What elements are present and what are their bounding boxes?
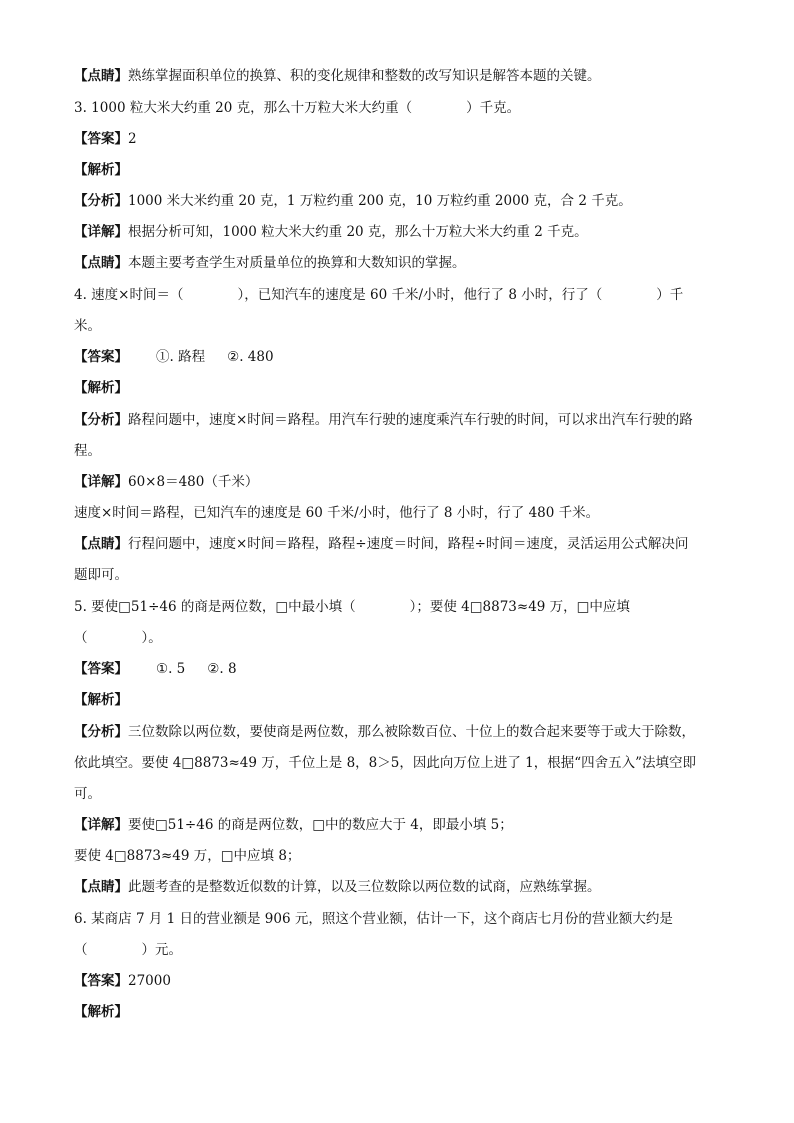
answer-part-2: ②. 8 [207, 661, 237, 677]
tag-xiangjie: 【详解】 [74, 474, 128, 490]
answer-5 [74, 659, 734, 679]
answer-part-1: ①. 路程 [156, 349, 206, 365]
line-text: 5. 要使□51÷46 的商是两位数，□中最小填（ ）；要使 4□8873≈49 万，□中应填 [74, 599, 630, 615]
tag-dianjing: 【点睛】 [74, 68, 128, 84]
tag-fenxi: 【分析】 [74, 193, 128, 209]
line-text: 米。 [74, 318, 101, 334]
question-5-cont [74, 628, 734, 648]
answer-part-1: ①. 5 [156, 661, 186, 677]
xiangjie-5 [74, 815, 734, 835]
fenxi-5 [74, 722, 734, 742]
line-text: 2 [128, 131, 137, 147]
fenxi-4-cont [74, 441, 734, 461]
xiangjie-4 [74, 472, 734, 492]
line-text: 27000 [128, 973, 171, 989]
line-text: （ ）元。 [74, 942, 182, 958]
tag-answer: 【答案】 [74, 973, 128, 989]
line-text: 三位数除以两位数，要使商是两位数，那么被除数百位、十位上的数合起来要等于或大于除数， [128, 724, 695, 740]
line-text: 60×8＝480（千米） [128, 474, 259, 490]
tag-fenxi: 【分析】 [74, 412, 128, 428]
dianjing-4-cont [74, 565, 734, 585]
fenxi-5-cont-1 [74, 753, 734, 773]
analysis-header-6 [74, 1002, 734, 1022]
line-text: 熟练掌握面积单位的换算、积的变化规律和整数的改写知识是解答本题的关键。 [128, 68, 601, 84]
line-text: 此题考查的是整数近似数的计算，以及三位数除以两位数的试商，应熟练掌握。 [128, 879, 601, 895]
question-3 [74, 98, 734, 118]
xiangjie-3 [74, 222, 734, 242]
tag-dianjing: 【点睛】 [74, 255, 128, 271]
tag-analysis: 【解析】 [74, 692, 128, 708]
line-text: 1000 米大米约重 20 克，1 万粒约重 200 克，10 万粒约重 2000 克，合 2 千克。 [128, 193, 632, 209]
answer-4 [74, 347, 734, 367]
line-text: 题即可。 [74, 567, 128, 583]
line-text: 根据分析可知，1000 粒大米大约重 20 克，那么十万粒大米大约重 2 千克。 [128, 224, 588, 240]
fenxi-3 [74, 191, 734, 211]
line-1 [74, 66, 734, 86]
xiangjie-4-cont [74, 503, 734, 523]
answer-3 [74, 129, 734, 149]
tag-xiangjie: 【详解】 [74, 224, 128, 240]
tag-dianjing: 【点睛】 [74, 536, 128, 552]
answer-part-2: ②. 480 [227, 349, 274, 365]
tag-fenxi: 【分析】 [74, 724, 128, 740]
answer-6 [74, 971, 734, 991]
question-4-cont [74, 316, 734, 336]
line-text: 速度×时间＝路程，已知汽车的速度是 60 千米/小时，他行了 8 小时，行了 480 千米。 [74, 505, 600, 521]
line-text: 要使□51÷46 的商是两位数，□中的数应大于 4，即最小填 5； [128, 817, 513, 833]
dianjing-3 [74, 253, 734, 273]
question-4 [74, 285, 734, 305]
dianjing-5 [74, 877, 734, 897]
line-text: 本题主要考查学生对质量单位的换算和大数知识的掌握。 [128, 255, 466, 271]
tag-answer: 【答案】 [74, 661, 128, 677]
tag-analysis: 【解析】 [74, 162, 128, 178]
line-text: 程。 [74, 443, 101, 459]
line-text: 行程问题中，速度×时间＝路程，路程÷速度＝时间，路程÷时间＝速度，灵活运用公式解决问 [128, 536, 689, 552]
tag-answer: 【答案】 [74, 349, 128, 365]
tag-analysis: 【解析】 [74, 380, 128, 396]
line-text: 3. 1000 粒大米大约重 20 克，那么十万粒大米大约重（ ）千克。 [74, 100, 521, 116]
line-text: 路程问题中，速度×时间＝路程。用汽车行驶的速度乘汽车行驶的时间，可以求出汽车行驶的路 [128, 412, 693, 428]
tag-answer: 【答案】 [74, 131, 128, 147]
line-text: 依此填空。要使 4□8873≈49 万，千位上是 8，8＞5，因此向万位上进了 1，根据“四舍五入”法填空即 [74, 755, 697, 771]
line-text: 可。 [74, 786, 101, 802]
line-text: 4. 速度×时间＝（ ），已知汽车的速度是 60 千米/小时，他行了 8 小时，行了（ ）千 [74, 287, 684, 303]
xiangjie-5-cont [74, 846, 734, 866]
tag-xiangjie: 【详解】 [74, 817, 128, 833]
fenxi-5-cont-2 [74, 784, 734, 804]
analysis-header-3 [74, 160, 734, 180]
question-6 [74, 909, 734, 929]
tag-dianjing: 【点睛】 [74, 879, 128, 895]
analysis-header-5 [74, 690, 734, 710]
question-5 [74, 597, 734, 617]
dianjing-4 [74, 534, 734, 554]
line-text: 要使 4□8873≈49 万，□中应填 8； [74, 848, 301, 864]
tag-analysis: 【解析】 [74, 1004, 128, 1020]
line-text: （ ）。 [74, 630, 162, 646]
analysis-header-4 [74, 378, 734, 398]
line-text: 6. 某商店 7 月 1 日的营业额是 906 元，照这个营业额，估计一下，这个商店七月份的营业额大约是 [74, 911, 673, 927]
fenxi-4 [74, 410, 734, 430]
question-6-cont [74, 940, 734, 960]
